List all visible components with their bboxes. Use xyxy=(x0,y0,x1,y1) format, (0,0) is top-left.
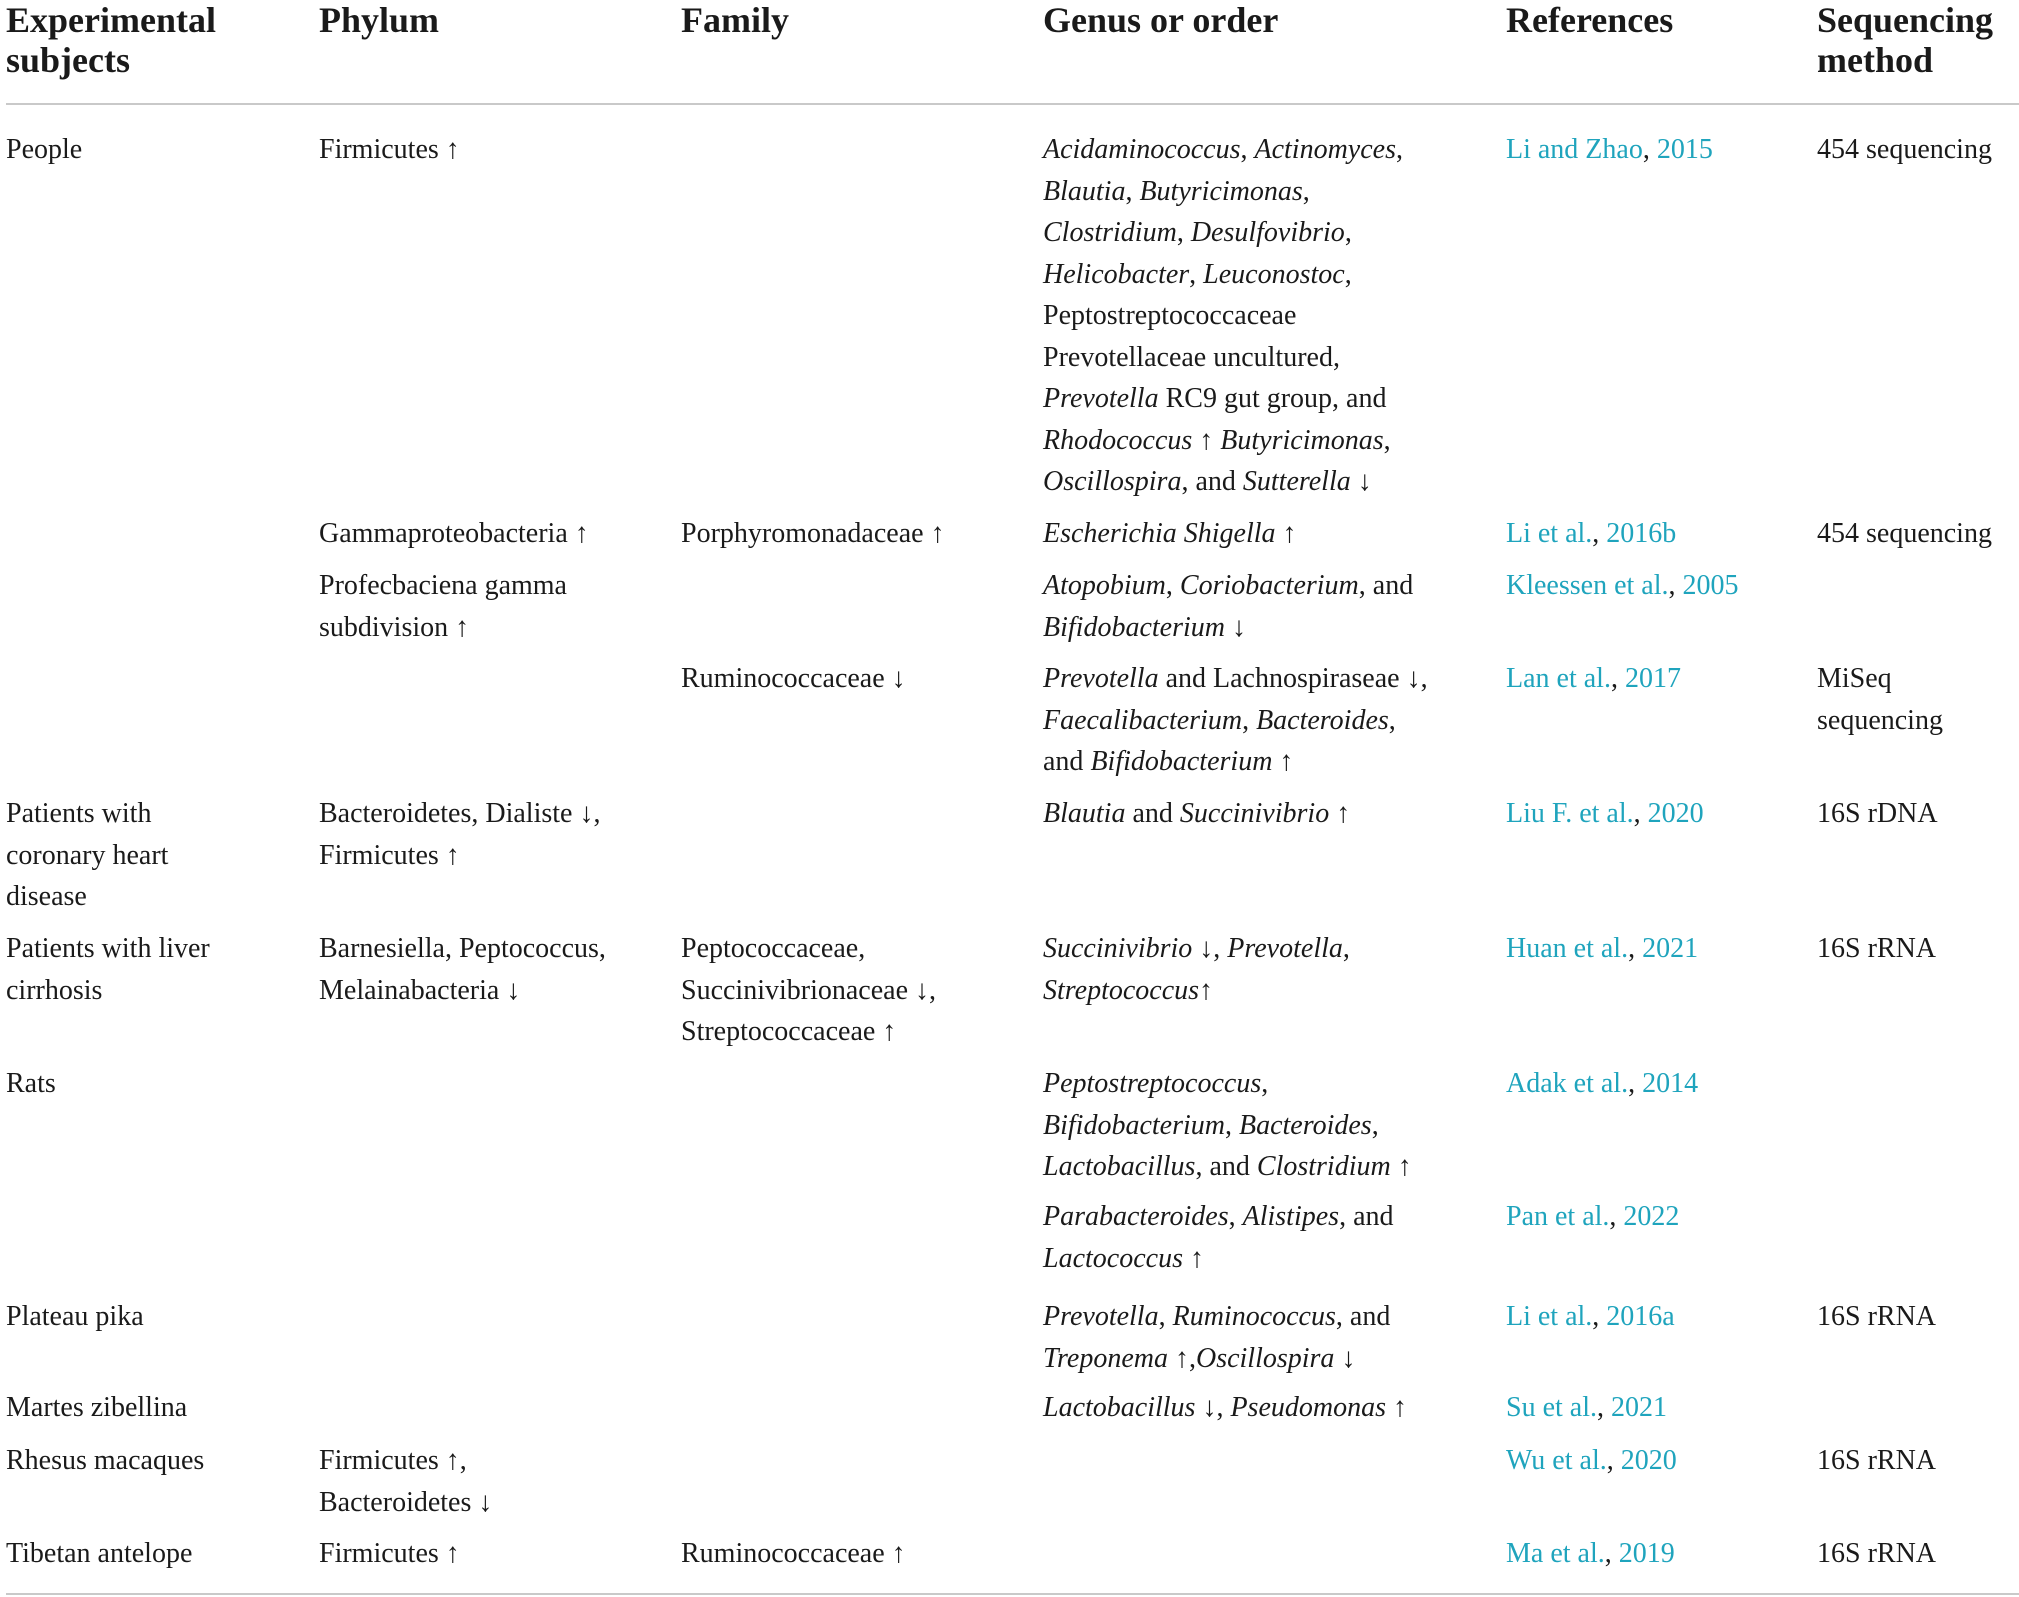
genus-text: ↑ xyxy=(1199,974,1214,1006)
reference-author-link[interactable]: Pan et al. xyxy=(1506,1201,1610,1232)
taxon-name-italic: Lactobacillus xyxy=(1043,1392,1196,1423)
taxon-name-italic: Bifidobacterium xyxy=(1090,746,1273,777)
subject-line: Rats xyxy=(6,1068,56,1099)
phylum-cell xyxy=(319,129,460,171)
reference-year-link[interactable]: 2021 xyxy=(1611,1392,1667,1423)
taxon-name-italic: Sutterella xyxy=(1242,466,1351,497)
phylum-line: Melainabacteria ↓ xyxy=(319,974,521,1006)
family-cell xyxy=(681,1533,906,1575)
genus-line xyxy=(1043,1196,1394,1238)
reference-year-link[interactable]: 2020 xyxy=(1620,1445,1677,1476)
reference-separator: , xyxy=(1668,570,1683,601)
taxon-name-italic: Ruminococcus xyxy=(1172,1301,1336,1332)
phylum-line: Gammaproteobacteria ↑ xyxy=(319,518,589,549)
method-cell xyxy=(1817,1440,1936,1482)
header-phylum xyxy=(319,0,439,40)
genus-text: Prevotellaceae uncultured, xyxy=(1043,341,1340,373)
taxon-name-italic: Lactococcus xyxy=(1043,1242,1183,1274)
genus-line xyxy=(1043,129,1403,171)
reference-cell xyxy=(1506,513,1676,555)
genus-text: ↑ xyxy=(1386,1392,1407,1423)
genus-cell xyxy=(1043,129,1403,503)
header-experimental-subjects xyxy=(6,0,216,80)
genus-line xyxy=(1043,741,1428,783)
reference-year-link[interactable]: 2016a xyxy=(1606,1301,1675,1332)
subject-cell xyxy=(6,793,168,918)
reference-separator: , xyxy=(1592,1301,1607,1332)
phylum-cell xyxy=(319,565,567,648)
genus-text: ↓, xyxy=(1192,933,1228,964)
genus-cell xyxy=(1043,1063,1412,1188)
family-line: Porphyromonadaceae ↑ xyxy=(681,518,945,549)
subject-cell xyxy=(6,1533,192,1575)
reference-author-link[interactable]: Wu et al. xyxy=(1506,1445,1607,1476)
taxon-name-italic: Bacteroides xyxy=(1238,1109,1372,1141)
taxon-name-italic: Faecalibacterium xyxy=(1043,704,1243,736)
method-line: MiSeq xyxy=(1817,663,1892,694)
subject-cell xyxy=(6,1387,187,1429)
taxon-name-italic: Lactobacillus xyxy=(1043,1151,1196,1182)
genus-text: ↓ xyxy=(1334,1342,1356,1374)
genus-text: , xyxy=(1383,424,1391,456)
genus-text: ↑ xyxy=(1272,746,1294,777)
subject-line: Patients with xyxy=(6,798,152,829)
method-cell xyxy=(1817,928,1936,970)
reference-author-link[interactable]: Adak et al. xyxy=(1506,1068,1629,1099)
phylum-cell xyxy=(319,928,606,1011)
taxon-name-italic: Rhodococcus xyxy=(1043,424,1193,456)
bottom-rule xyxy=(6,1593,2019,1595)
phylum-cell xyxy=(319,793,600,876)
reference-cell xyxy=(1506,1387,1667,1429)
reference-separator: , xyxy=(1592,518,1607,549)
subject-line: Plateau pika xyxy=(6,1301,144,1332)
subject-line: Tibetan antelope xyxy=(6,1538,193,1569)
genus-line xyxy=(1043,658,1428,700)
taxon-name-italic: Prevotella xyxy=(1043,663,1159,694)
reference-year-link[interactable]: 2021 xyxy=(1642,933,1699,964)
genus-text: and xyxy=(1043,746,1091,777)
reference-year-link[interactable]: 2019 xyxy=(1618,1538,1675,1569)
genus-line xyxy=(1043,420,1403,462)
method-line: 16S rDNA xyxy=(1817,798,1938,829)
genus-text: , xyxy=(1165,570,1180,601)
family-line: Ruminococcaceae ↓ xyxy=(681,663,906,694)
taxon-name-italic: Butyricimonas xyxy=(1220,424,1384,456)
genus-cell xyxy=(1043,1296,1390,1379)
reference-year-link[interactable]: 2005 xyxy=(1682,570,1739,601)
subject-cell xyxy=(6,1296,144,1338)
genus-text: , and xyxy=(1358,570,1414,601)
genus-line xyxy=(1043,254,1403,296)
reference-author-link[interactable]: Liu F. et al. xyxy=(1506,798,1634,829)
phylum-line: subdivision ↑ xyxy=(319,611,470,643)
reference-cell xyxy=(1506,565,1739,607)
genus-text: and xyxy=(1125,798,1180,829)
method-line: 454 sequencing xyxy=(1817,518,1992,549)
genus-line xyxy=(1043,793,1350,835)
genus-text: , xyxy=(1189,258,1204,290)
reference-cell xyxy=(1506,1063,1698,1105)
method-line: 16S rRNA xyxy=(1817,933,1937,964)
phylum-line: Firmicutes ↑, xyxy=(319,1445,467,1476)
taxon-name-italic: Treponema xyxy=(1043,1342,1168,1374)
genus-cell xyxy=(1043,928,1350,1011)
header-references xyxy=(1506,0,1673,40)
taxon-name-italic: Oscillospira xyxy=(1195,1342,1335,1374)
taxon-name-italic: Oscillospira xyxy=(1043,466,1182,497)
genus-text: , xyxy=(1344,258,1352,290)
phylum-line: Firmicutes ↑ xyxy=(319,839,460,871)
method-cell xyxy=(1817,513,1992,555)
header-rule xyxy=(6,103,2019,105)
genus-text: , xyxy=(1396,134,1403,165)
taxon-name-italic: Pseudomonas xyxy=(1230,1392,1386,1423)
method-line: 16S rRNA xyxy=(1817,1301,1937,1332)
genus-cell xyxy=(1043,793,1350,835)
genus-text: ↑, xyxy=(1167,1342,1196,1374)
phylum-line: Barnesiella, Peptococcus, xyxy=(319,933,606,964)
genus-text: , xyxy=(1224,1109,1239,1141)
method-cell xyxy=(1817,1533,1936,1575)
taxon-name-italic: Desulfovibrio xyxy=(1190,217,1345,248)
genus-line xyxy=(1043,565,1413,607)
genus-text: ↑ xyxy=(1192,424,1221,456)
genus-text: , xyxy=(1228,1201,1243,1232)
taxon-name-italic: Clostridium xyxy=(1256,1151,1391,1182)
phylum-cell xyxy=(319,1533,460,1575)
reference-cell xyxy=(1506,928,1698,970)
taxon-name-italic: Peptostreptococcus xyxy=(1043,1068,1262,1099)
phylum-cell xyxy=(319,1440,492,1523)
header-line: Genus or order xyxy=(1043,0,1279,40)
reference-author-link[interactable]: Li and Zhao xyxy=(1506,134,1643,165)
method-cell xyxy=(1817,1296,1936,1338)
genus-text: , xyxy=(1125,175,1140,207)
genus-line xyxy=(1043,607,1413,649)
genus-line xyxy=(1043,1146,1412,1188)
taxon-name-italic: Leuconostoc xyxy=(1203,258,1345,290)
genus-line xyxy=(1043,171,1403,213)
subject-cell xyxy=(6,1440,204,1482)
reference-year-link[interactable]: 2016b xyxy=(1606,518,1677,549)
reference-cell xyxy=(1506,129,1713,171)
reference-year-link[interactable]: 2017 xyxy=(1624,663,1681,694)
genus-cell xyxy=(1043,1196,1394,1279)
method-line: 16S rRNA xyxy=(1817,1445,1937,1476)
reference-separator: , xyxy=(1597,1392,1611,1423)
genus-text: ↑ xyxy=(1329,798,1351,829)
genus-line xyxy=(1043,1063,1412,1105)
genus-line xyxy=(1043,212,1403,254)
subject-line: Martes zibellina xyxy=(6,1392,188,1423)
taxon-name-italic: Succinivibrio xyxy=(1179,798,1330,829)
genus-line xyxy=(1043,378,1403,420)
header-line: References xyxy=(1506,0,1674,40)
genus-text: ↓ xyxy=(1350,466,1372,497)
taxon-name-italic: Streptococcus xyxy=(1043,974,1200,1006)
reference-cell xyxy=(1506,1440,1677,1482)
phylum-line: Firmicutes ↑ xyxy=(319,1538,460,1569)
genus-text: , xyxy=(1242,704,1257,736)
genus-text: and Lachnospiraseae ↓, xyxy=(1158,663,1428,694)
family-line: Streptococcaceae ↑ xyxy=(681,1016,897,1047)
genus-line xyxy=(1043,928,1350,970)
header-line: Experimental xyxy=(6,0,216,40)
taxon-name-italic: Escherichia Shigella xyxy=(1043,518,1276,549)
genus-line xyxy=(1043,1296,1390,1338)
reference-cell xyxy=(1506,658,1681,700)
genus-text: , xyxy=(1342,933,1350,964)
subject-cell xyxy=(6,1063,56,1105)
reference-year-link[interactable]: 2015 xyxy=(1656,134,1713,165)
genus-cell xyxy=(1043,565,1413,648)
reference-author-link[interactable]: Li et al. xyxy=(1506,518,1593,549)
header-line: subjects xyxy=(6,40,130,80)
genus-line xyxy=(1043,1105,1412,1147)
taxon-name-italic: Prevotella xyxy=(1043,383,1159,414)
taxon-name-italic: Blautia xyxy=(1043,798,1126,829)
genus-text: ↑ xyxy=(1390,1151,1412,1182)
genus-text: ↑ xyxy=(1182,1242,1204,1274)
reference-separator: , xyxy=(1628,933,1643,964)
method-line: 454 sequencing xyxy=(1817,134,1992,165)
genus-text: , and xyxy=(1181,466,1243,497)
method-cell xyxy=(1817,129,1992,171)
reference-cell xyxy=(1506,1196,1679,1238)
subject-line: People xyxy=(6,134,83,165)
reference-author-link[interactable]: Kleessen et al. xyxy=(1506,570,1669,601)
family-cell xyxy=(681,928,936,1053)
subject-line: coronary heart xyxy=(6,839,169,871)
taxon-name-italic: Clostridium xyxy=(1043,217,1177,248)
genus-text: , xyxy=(1158,1301,1173,1332)
genus-line xyxy=(1043,337,1403,379)
reference-cell xyxy=(1506,1533,1675,1575)
genus-line xyxy=(1043,513,1297,555)
header-family xyxy=(681,0,789,40)
method-cell xyxy=(1817,658,1943,741)
subject-cell xyxy=(6,129,82,171)
header-line: Sequencing xyxy=(1817,0,1994,40)
taxon-name-italic: Butyricimonas xyxy=(1139,175,1303,207)
genus-cell xyxy=(1043,513,1297,555)
reference-separator: , xyxy=(1628,1068,1643,1099)
header-genus-or-order xyxy=(1043,0,1278,40)
genus-text: , and xyxy=(1339,1201,1394,1232)
reference-year-link[interactable]: 2014 xyxy=(1642,1068,1699,1099)
reference-author-link[interactable]: Lan et al. xyxy=(1506,663,1611,694)
genus-text: , xyxy=(1176,217,1191,248)
method-cell xyxy=(1817,793,1938,835)
genus-text: , xyxy=(1302,175,1310,207)
reference-author-link[interactable]: Ma et al. xyxy=(1506,1538,1605,1569)
reference-separator: , xyxy=(1609,1201,1624,1232)
reference-cell xyxy=(1506,1296,1675,1338)
method-line: 16S rRNA xyxy=(1817,1538,1937,1569)
subject-line: disease xyxy=(6,881,87,912)
taxon-name-italic: Atopobium xyxy=(1043,570,1166,601)
genus-text: , and xyxy=(1195,1151,1257,1182)
reference-separator: , xyxy=(1604,1538,1619,1569)
taxon-name-italic: Helicobacter xyxy=(1043,258,1190,290)
taxon-name-italic: Actinomyces xyxy=(1254,134,1396,165)
genus-text: ↑ xyxy=(1275,518,1297,549)
genus-text: ↓ xyxy=(1224,611,1246,643)
taxon-name-italic: Bifidobacterium xyxy=(1043,611,1225,643)
header-sequencing-method xyxy=(1817,0,1993,80)
family-line: Succinivibrionaceae ↓, xyxy=(681,974,937,1006)
taxon-name-italic: Blautia xyxy=(1043,175,1126,207)
taxon-name-italic: Acidaminococcus xyxy=(1043,134,1241,165)
family-line: Ruminococcaceae ↑ xyxy=(681,1538,906,1569)
taxon-name-italic: Alistipes xyxy=(1242,1201,1340,1232)
family-line: Peptococcaceae, xyxy=(681,933,866,964)
genus-text: , xyxy=(1388,704,1396,736)
header-line: Phylum xyxy=(319,0,440,40)
family-cell xyxy=(681,513,945,555)
reference-year-link[interactable]: 2022 xyxy=(1623,1201,1680,1232)
taxon-name-italic: Succinivibrio xyxy=(1043,933,1193,964)
reference-author-link[interactable]: Huan et al. xyxy=(1506,933,1629,964)
reference-author-link[interactable]: Li et al. xyxy=(1506,1301,1593,1332)
taxon-name-italic: Prevotella xyxy=(1043,1301,1159,1332)
genus-line xyxy=(1043,1338,1390,1380)
genus-line xyxy=(1043,461,1403,503)
genus-cell xyxy=(1043,658,1428,783)
reference-cell xyxy=(1506,793,1704,835)
genus-cell xyxy=(1043,1387,1407,1429)
subject-line: Rhesus macaques xyxy=(6,1445,205,1476)
genus-text: , xyxy=(1261,1068,1269,1099)
genus-text: , xyxy=(1344,217,1352,248)
reference-year-link[interactable]: 2020 xyxy=(1647,798,1704,829)
subject-cell xyxy=(6,928,210,1011)
reference-separator: , xyxy=(1642,134,1657,165)
reference-separator: , xyxy=(1606,1445,1621,1476)
header-line: Family xyxy=(681,0,789,40)
method-line: sequencing xyxy=(1817,704,1943,736)
genus-text: , and xyxy=(1335,1301,1391,1332)
genus-text: RC9 gut group, and xyxy=(1158,383,1387,414)
genus-line xyxy=(1043,700,1428,742)
genus-text: , xyxy=(1371,1109,1379,1141)
taxon-name-italic: Bifidobacterium xyxy=(1043,1109,1225,1141)
taxon-name-italic: Bacteroides xyxy=(1256,704,1389,736)
taxon-name-italic: Parabacteroides xyxy=(1043,1201,1229,1232)
subject-line: Patients with liver xyxy=(6,933,210,964)
genus-text: , xyxy=(1240,134,1255,165)
phylum-line: Bacteroidetes, Dialiste ↓, xyxy=(319,798,601,829)
genus-line xyxy=(1043,1387,1407,1429)
header-line: method xyxy=(1817,40,1933,80)
subject-line: cirrhosis xyxy=(6,974,103,1006)
reference-separator: , xyxy=(1633,798,1648,829)
phylum-line: Firmicutes ↑ xyxy=(319,134,460,165)
phylum-line: Profecbaciena gamma xyxy=(319,570,567,601)
reference-author-link[interactable]: Su et al. xyxy=(1506,1392,1597,1423)
family-cell xyxy=(681,658,906,700)
phylum-line: Bacteroidetes ↓ xyxy=(319,1486,493,1518)
genus-line xyxy=(1043,1238,1394,1280)
taxon-name-italic: Coriobacterium xyxy=(1179,570,1359,601)
genus-line xyxy=(1043,970,1350,1012)
genus-line xyxy=(1043,295,1403,337)
genus-text: ↓, xyxy=(1195,1392,1231,1423)
genus-text: Peptostreptococcaceae xyxy=(1043,300,1297,331)
taxon-name-italic: Prevotella xyxy=(1227,933,1343,964)
phylum-cell xyxy=(319,513,589,555)
reference-separator: , xyxy=(1610,663,1625,694)
